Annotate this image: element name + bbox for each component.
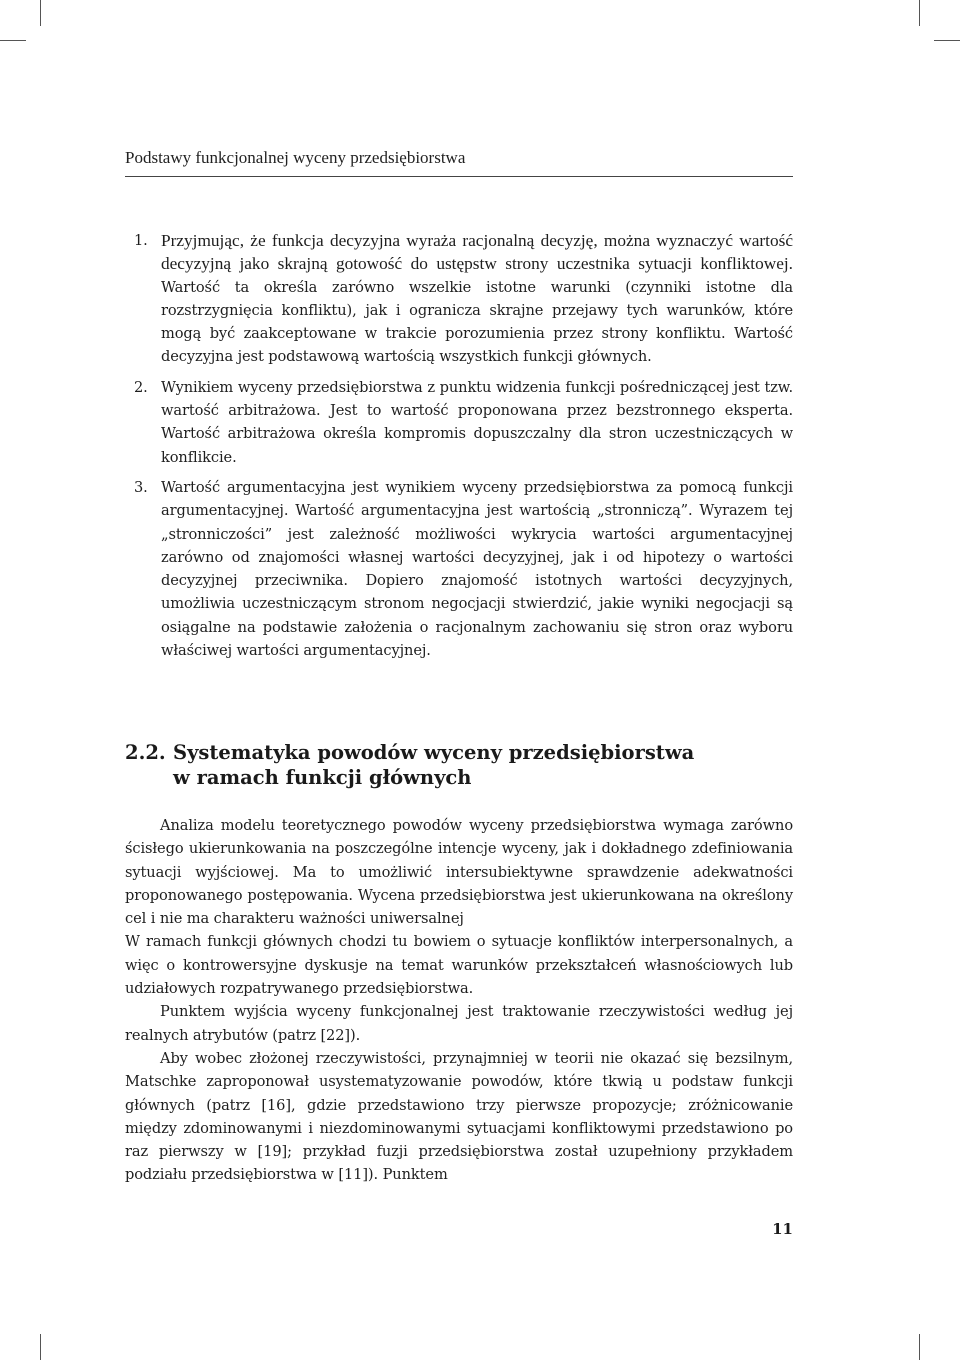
list-item-text: Wartość argumentacyjna jest wynikiem wyceny przedsiębiorstwa za pomocą funkcji argumentacyjnej. Wartość argumentacyjna jest wartością „stronniczą”. Wyrazem tej „stronniczości” jest zależność możliwości wykrycia wartości argumentacyjnej zarówno od znajomości własnej wartości decyzyjnej, jak i od hipotezy o wartości decyzyjnej przeciwnika. Dopiero znajomość istotnych wartości decyzyjnych, umożliwia uczestniczącym stronom negocjacji stwierdzić, jakie wyniki negocjacji są osiągalne na podstawie założenia o racjonalnym zachowaniu się stron oraz wyboru właściwej wartości argumentacyjnej. [161, 478, 793, 660]
list-item [125, 229, 793, 369]
crop-mark-top-left-h [0, 40, 26, 41]
list-item-text: Wynikiem wyceny przedsiębiorstwa z punktu widzenia funkcji pośredniczącej jest tzw. wartość arbitrażowa. Jest to wartość proponowana przez bezstronnego eksperta. Wartość arbitrażowa określa kompromis dopuszczalny dla stron uczestniczących w konflikcie. [161, 378, 793, 466]
page-number: 11 [772, 1220, 793, 1238]
body-text [125, 814, 793, 1187]
running-head: Podstawy funkcjonalnej wyceny przedsiębiorstwa [125, 148, 466, 167]
header-rule [125, 176, 793, 177]
crop-mark-bottom-right [919, 1334, 920, 1360]
crop-mark-top-right [919, 0, 920, 26]
list-item-text-continued: Wartość ta określa zarówno wszelkie istotne warunki (czynniki istotne dla rozstrzygnięcia konfliktu), jak i ogranicza skrajne przejawy tych warunków, które mogą być zaakceptowane w trakcie porozumienia przez strony konfliktu. Wartość decyzyjna jest podstawową wartością wszystkich funkcji głównych. [161, 278, 793, 366]
numbered-list [125, 229, 793, 669]
list-item-number: 3. [134, 478, 148, 496]
paragraph-1: Analiza modelu teoretycznego powodów wyceny przedsiębiorstwa wymaga zarówno ścisłego ukierunkowania na poszczególne intencje wyceny, jak i dokładnego zdefiniowania sytuacji wyjściowej. Ma to umożliwić intersubiektywne sprawdzenie adekwatności proponowanego postępowania. Wycena przedsiębiorstwa jest ukierunkowana na określony cel i nie ma charakteru ważności uniwersalnej [125, 817, 793, 928]
section-heading [125, 740, 805, 790]
crop-mark-top-left [40, 0, 41, 26]
list-item-number: 2. [134, 378, 148, 396]
crop-mark-top-right-h [934, 40, 960, 41]
paragraph-2: Punktem wyjścia wyceny funkcjonalnej jest traktowanie rzeczywistości według jej realnych atrybutów (patrz [22]). [125, 1003, 793, 1044]
paragraph-1-continued: W ramach funkcji głównych chodzi tu bowiem o sytuacje konfliktów interpersonalnych, a więc o kontrowersyjne dyskusje na temat warunków przekształceń własnościowych lub udziałowych rozpatrywanego przedsiębiorstwa. [125, 933, 793, 998]
section-title-line1: Systematyka powodów wyceny przedsiębiorstwa [173, 741, 695, 764]
list-item-text: Przyjmując, że funkcja decyzyjna wyraża racjonalną decyzję, można wyznaczyć wartość decyzyjną jako skrajną gotowość do ustępstw strony uczestnika sytuacji konfliktowej. [161, 231, 793, 274]
paragraph-3: Aby wobec złożonej rzeczywistości, przynajmniej w teorii nie okazać się bezsilnym, Matschke zaproponował usystematyzowanie powodów, które tkwią u podstaw funkcji głównych (patrz [16], gdzie przedstawiono trzy pierwsze propozycje; zróżnicowanie między zdominowanymi i niezdominowanymi sytuacjami konfliktowymi przedstawiono po raz pierwszy w [19]; przykład fuzji przedsiębiorstwa został uzupełniony przykładem podziału przedsiębiorstwa w [11]). Punktem [125, 1049, 793, 1184]
list-item-number: 1. [134, 232, 148, 249]
section-title-line2: w ramach funkcji głównych [173, 766, 472, 789]
list-item [125, 476, 793, 662]
crop-mark-bottom-left [40, 1334, 41, 1360]
section-number: 2.2. [125, 741, 166, 764]
list-item [125, 376, 793, 469]
